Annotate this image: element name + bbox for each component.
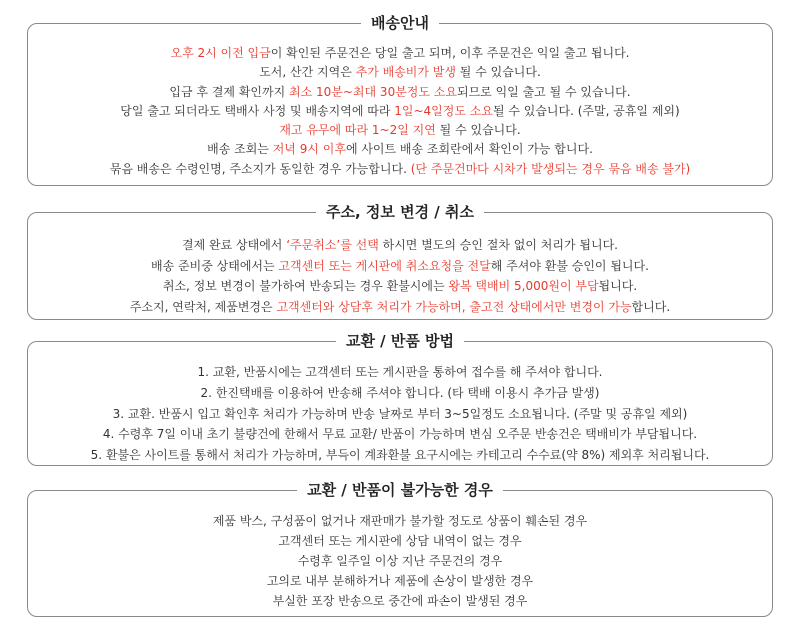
exchange-return-unavailable-box — [27, 481, 773, 617]
highlight-text: (단 주문건마다 시차가 발생되는 경우 묶음 배송 불가) — [410, 161, 691, 176]
info-line — [28, 445, 772, 466]
info-line — [28, 511, 772, 531]
info-text: 에 사이트 배송 조회란에서 확인이 가능 합니다. — [345, 142, 593, 157]
info-line — [28, 551, 772, 571]
info-text: 합니다. — [631, 299, 671, 314]
info-line — [28, 424, 772, 445]
highlight-text: 고객센터와 상담후 처리가 가능하며, 출고전 상태에서만 변경이 가능 — [276, 299, 632, 314]
section-lines — [28, 235, 772, 317]
info-line — [28, 383, 772, 404]
info-text: 부실한 포장 반송으로 중간에 파손이 발생된 경우 — [272, 594, 528, 608]
info-text: 해 주셔야 환불 승인이 됩니다. — [490, 258, 649, 273]
info-text: 배송 조회는 — [207, 142, 273, 157]
info-text: 당일 출고 되더라도 택배사 사정 및 배송지역에 따라 — [120, 103, 395, 118]
highlight-text: ‘주문취소’를 선택 — [286, 238, 379, 252]
info-text: 배송 준비중 상태에서는 — [151, 258, 279, 273]
info-line — [28, 83, 772, 102]
highlight-text: 저녁 9시 이후 — [272, 142, 346, 157]
info-line — [28, 235, 772, 256]
info-line — [28, 404, 772, 425]
info-text: 되므로 익일 출고 될 수 있습니다. — [456, 84, 631, 99]
section-title-wrap — [28, 330, 772, 352]
info-line — [28, 362, 772, 383]
info-text: 묶음 배송은 수령인명, 주소지가 동일한 경우 가능합니다. — [109, 161, 411, 176]
info-text: 도서, 산간 지역은 — [259, 65, 356, 80]
section-title: 교환 / 반품 방법 — [336, 332, 464, 350]
info-text: 1. 교환, 반품시에는 고객센터 또는 게시판을 통하여 접수를 해 주셔야 합니다. — [197, 365, 603, 379]
section-title: 배송안내 — [361, 14, 439, 32]
info-line — [28, 121, 772, 140]
section-title-wrap — [28, 479, 772, 501]
info-text: 2. 한진택배를 이용하여 반송해 주셔야 합니다. (타 택배 이용시 추가금 발생) — [200, 385, 600, 400]
info-text: 하시면 별도의 승인 절차 없이 처리가 됩니다. — [378, 238, 618, 252]
highlight-text: 오후 2시 이전 입금 — [170, 46, 271, 60]
info-text: 고객센터 또는 게시판에 상담 내역이 없는 경우 — [278, 534, 522, 548]
info-line — [28, 297, 772, 318]
info-text: 될 수 있습니다. — [435, 123, 521, 138]
info-line — [28, 44, 772, 63]
highlight-text: 최소 10분~최대 30분정도 소요 — [289, 84, 457, 99]
highlight-text: 고객센터 또는 게시판에 취소요청을 전달 — [278, 258, 491, 273]
info-line — [28, 276, 772, 297]
section-title-wrap — [28, 12, 772, 34]
info-text: 5. 환불은 사이트를 통해서 처리가 가능하며, 부득이 계좌환불 요구시에는 카테고리 수수료(약 8%) 제외후 처리됩니다. — [90, 448, 710, 463]
info-text: 주소지, 연락처, 제품변경은 — [129, 299, 277, 314]
info-line — [28, 140, 772, 159]
info-text: 될 수 있습니다. (주말, 공휴일 제외) — [492, 103, 680, 118]
section-title: 교환 / 반품이 불가능한 경우 — [297, 481, 503, 499]
info-text: 입금 후 결제 확인까지 — [169, 84, 290, 99]
address-change-cancel-box — [27, 203, 773, 320]
section-lines — [28, 511, 772, 611]
section-title-wrap — [28, 201, 772, 223]
highlight-text: 왕복 택배비 5,000원이 부담 — [448, 279, 599, 293]
info-line — [28, 256, 772, 277]
info-line — [28, 160, 772, 179]
info-line — [28, 571, 772, 591]
section-lines — [28, 362, 772, 466]
exchange-return-method-box — [27, 332, 773, 466]
highlight-text: 재고 유무에 따라 1~2일 지연 — [279, 123, 436, 138]
highlight-text: 1일~4일정도 소요 — [394, 103, 493, 118]
info-text: 수령후 일주일 이상 지난 주문건의 경우 — [297, 554, 503, 568]
info-text: 될 수 있습니다. — [455, 65, 541, 80]
info-text: 제품 박스, 구성품이 없거나 재판매가 불가할 정도로 상품이 훼손된 경우 — [212, 514, 588, 528]
section-title: 주소, 정보 변경 / 취소 — [316, 203, 484, 221]
info-line — [28, 591, 772, 611]
highlight-text: 추가 배송비가 발생 — [355, 65, 456, 80]
info-text: 됩니다. — [598, 279, 638, 293]
info-text: 3. 교환. 반품시 입고 확인후 처리가 가능하며 반송 날짜로 부터 3~5일정도 소요됩니다. (주말 및 공휴일 제외) — [112, 406, 688, 421]
info-text: 결제 완료 상태에서 — [182, 238, 287, 252]
info-text: 이 확인된 주문건은 당일 출고 되며, 이후 주문건은 익일 출고 됩니다. — [270, 46, 630, 60]
info-text: 고의로 내부 분해하거나 제품에 손상이 발생한 경우 — [266, 574, 534, 588]
info-line — [28, 531, 772, 551]
info-text: 취소, 정보 변경이 불가하여 반송되는 경우 환불시에는 — [162, 279, 449, 293]
shipping-info-box — [27, 14, 773, 186]
info-line — [28, 102, 772, 121]
section-lines — [28, 44, 772, 179]
info-text: 4. 수령후 7일 이내 초기 불량건에 한해서 무료 교환/ 반품이 가능하며 변심 오주문 반송건은 택배비가 부담됩니다. — [102, 427, 698, 442]
info-line — [28, 63, 772, 82]
